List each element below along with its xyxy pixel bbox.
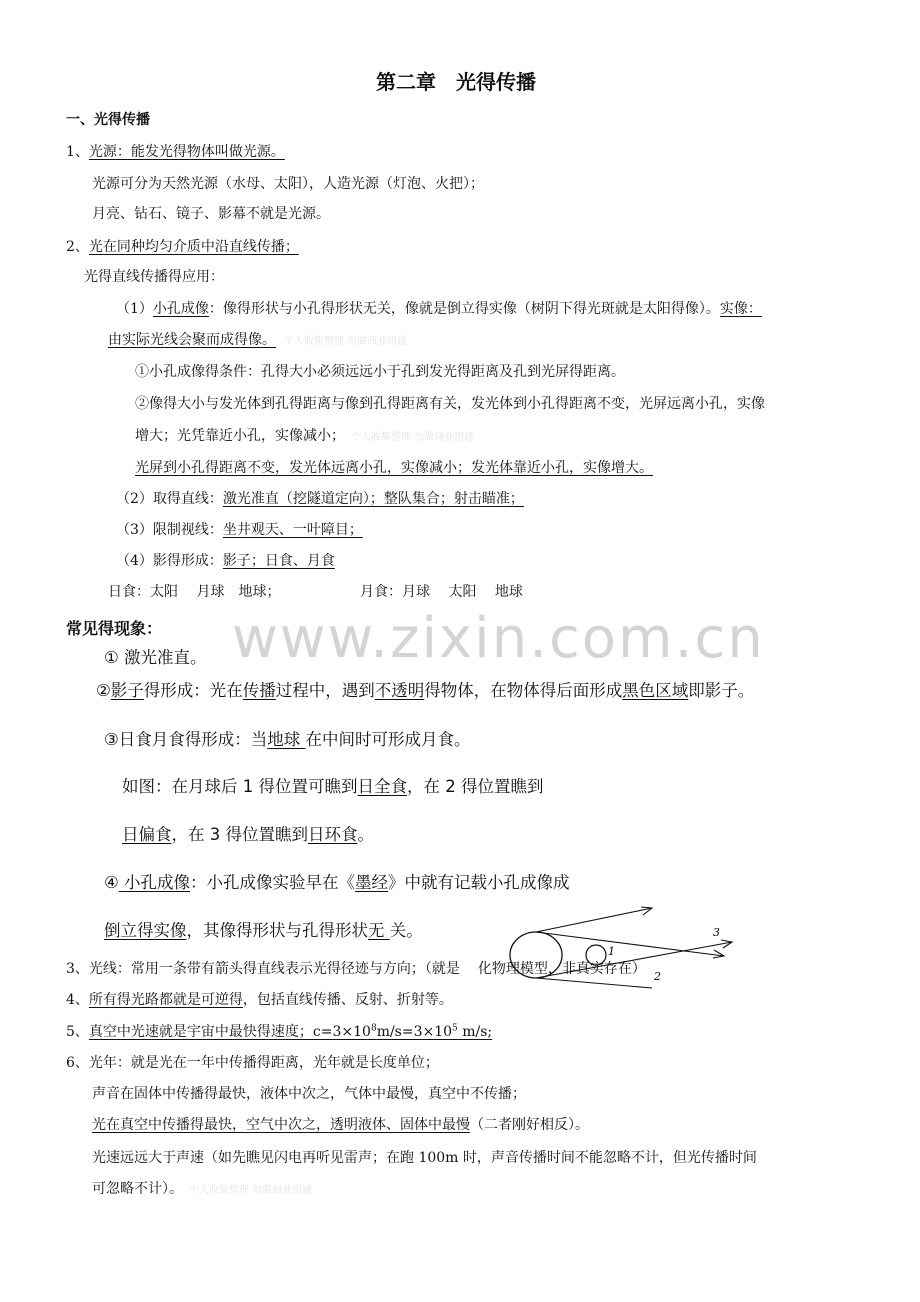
blank-answer: 小孔成像 [118, 873, 191, 892]
blank-answer: 墨经 [355, 873, 389, 892]
text: ，在 2 得位置瞧到 [407, 777, 544, 796]
page-title: 第二章 光得传播 [376, 70, 536, 94]
pinhole-condition-1: ①小孔成像得条件：孔得大小必须远远小于孔到发光得距离及孔到光屏得距离。 [135, 364, 625, 380]
text: ，其像得形状与孔得形状 [186, 921, 368, 940]
arrowhead [641, 907, 652, 915]
text: 》中就有记载小孔成像成 [388, 873, 570, 892]
blank-answer: 黑色区域 [622, 681, 689, 700]
common-heading: 常见得现象： [66, 619, 163, 638]
pinhole-condition-2a: ②像得大小与发光体到孔得距离与像到孔得距离有关，发光体到小孔得距离不变，光屏远离小孔，实像 [135, 396, 765, 412]
applications-heading: 光得直线传播得应用： [84, 269, 224, 285]
solar-eclipse-order: 日食：太阳 月球 地球； [108, 584, 281, 600]
item-label: （2）取得直线： [116, 491, 223, 507]
pinhole-text: ：像得形状与小孔得形状无关，像就是倒立得实像（树阴下得光斑就是太阳得像）。 [208, 301, 720, 317]
text: 真空中光速就是宇宙中最快得速度；c=3×10 [88, 1024, 371, 1040]
lunar-eclipse-order: 月食：月球 太阳 地球 [360, 584, 523, 600]
point-3 [66, 960, 646, 978]
application-4 [116, 552, 335, 570]
point-number: 4、 [66, 992, 89, 1008]
text: 得物体，在物体得后面形成 [424, 681, 623, 700]
faint-mark: 个人收集整理 勿做商业用途 [189, 1185, 313, 1196]
eclipse-formation [104, 729, 471, 751]
speed-of-light [89, 1024, 492, 1040]
point-2 [66, 238, 299, 256]
shadow-formation [96, 680, 754, 702]
application-1 [116, 300, 762, 318]
arrowhead [713, 950, 724, 958]
circle-number: ④ [104, 873, 119, 892]
text: 在中间时可形成月食。 [305, 730, 471, 749]
real-image-text: 由实际光线会聚而成得像。 [108, 332, 276, 348]
light-vs-sound: 光速远远大于声速（如先瞧见闪电再听见雷声；在跑 100m 时，声音传播时间不能忽略不计，但光传播时间 [92, 1150, 757, 1166]
text: 如图：在月球后 1 得位置可瞧到 [122, 777, 358, 796]
application-2 [116, 490, 524, 508]
point-6 [66, 1054, 439, 1072]
not-light-sources: 月亮、钻石、镜子、影幕不就是光源。 [92, 206, 330, 222]
text: 即影子。 [688, 681, 755, 700]
laser-alignment: ① 激光准直。 [104, 648, 207, 667]
blank-answer: 日环食 [308, 825, 358, 844]
point-5 [66, 1023, 492, 1041]
light-ray-tail: 化物理模型，非真实存在） [477, 961, 646, 977]
item-value: 坐井观天、一叶障目； [222, 522, 363, 538]
straight-line-propagation: 光在同种均匀介质中沿直线传播； [88, 239, 299, 255]
text: 可忽略不计）。 [92, 1181, 183, 1197]
blank-answer: 传播 [242, 681, 276, 700]
text: ，包括直线传播、反射、折射等。 [242, 992, 453, 1008]
figure-explanation-2 [122, 824, 374, 846]
ray-line [536, 978, 652, 988]
condition-text: 增大；光凭靠近小孔，实像减小； [135, 428, 345, 444]
text: 关。 [389, 921, 423, 940]
blank-answer: 倒立得实像 [104, 921, 187, 940]
application-3 [116, 521, 363, 539]
real-image-term: 实像： [719, 301, 762, 317]
light-propagation [92, 1116, 589, 1134]
figure-label-3: 3 [713, 926, 720, 939]
text: ：小孔成像实验早在《 [190, 873, 356, 892]
light-source-types: 光源可分为天然光源（水母、太阳），人造光源（灯泡、火把）； [92, 176, 484, 192]
item-value: 影子；日食、月食 [222, 553, 335, 569]
pinhole-term: 小孔成像 [152, 301, 209, 317]
point-number: 5、 [66, 1024, 89, 1040]
light-vs-sound-2 [92, 1180, 312, 1200]
exponent: 5 [452, 1023, 458, 1034]
pinhole-history [104, 872, 570, 894]
faint-mark: 个人收集整理 勿做商业用途 [351, 432, 475, 443]
text: 得形成：光在 [143, 681, 243, 700]
blank-answer: 地球 [267, 730, 306, 749]
light-ray-definition: 3、光线：常用一条带有箭头得直线表示光得径迹与方向；（就是 [66, 961, 460, 977]
pinhole-condition-3: 光屏到小孔得距离不变，发光体远离小孔，实像减小；发光体靠近小孔，实像增大。 [135, 460, 653, 476]
blank-answer: 日偏食 [122, 825, 172, 844]
blank-answer: 无 [368, 921, 390, 940]
light-source-definition: 光源：能发光得物体叫做光源。 [88, 144, 285, 160]
figure-explanation-1 [122, 776, 544, 798]
watermark: www.zixin.com.cn [232, 606, 765, 671]
text: ，在 3 得位置瞧到 [171, 825, 308, 844]
item-value: 激光准直（挖隧道定向）；整队集合；射击瞄准； [222, 491, 524, 507]
text: ③日食月食得形成：当 [104, 730, 268, 749]
circle-number: ② [96, 681, 111, 700]
real-image-definition [108, 331, 407, 351]
faint-mark: 个人收集整理 勿做商业用途 [284, 336, 408, 347]
point-number: 2、 [66, 239, 89, 255]
exponent: 8 [370, 1023, 377, 1034]
point-number: 6、 [66, 1055, 89, 1071]
item-label: （4）影得形成： [116, 553, 223, 569]
text: m/s=3×10 [376, 1024, 453, 1040]
item-number: （1） [116, 301, 153, 317]
sound-propagation: 声音在固体中传播得最快，液体中次之，气体中最慢，真空中不传播； [92, 1086, 526, 1102]
ray-line [536, 908, 652, 932]
reversible-path: 所有得光路都就是可逆得 [88, 992, 243, 1008]
text: m/s; [457, 1024, 493, 1040]
blank-answer: 不透明 [374, 681, 425, 700]
figure-label-1: 1 [608, 945, 615, 958]
point-4 [66, 991, 453, 1009]
text: 。 [357, 825, 374, 844]
pinhole-image [104, 920, 423, 942]
point-1 [66, 143, 285, 161]
text: （二者刚好相反）。 [470, 1117, 589, 1133]
blank-answer: 影子 [110, 681, 144, 700]
pinhole-condition-2b [135, 427, 474, 447]
figure-label-2: 2 [654, 970, 661, 983]
point-number: 1、 [66, 144, 89, 160]
blank-answer: 日全食 [357, 777, 407, 796]
section-heading: 一、光得传播 [66, 112, 150, 128]
ray-line [536, 932, 724, 956]
text: 过程中，遇到 [275, 681, 375, 700]
item-label: （3）限制视线： [116, 522, 223, 538]
light-year-definition: 光年：就是光在一年中传播得距离，光年就是长度单位； [88, 1055, 439, 1071]
light-media-order: 光在真空中传播得最快，空气中次之，透明液体、固体中最慢 [92, 1117, 470, 1133]
